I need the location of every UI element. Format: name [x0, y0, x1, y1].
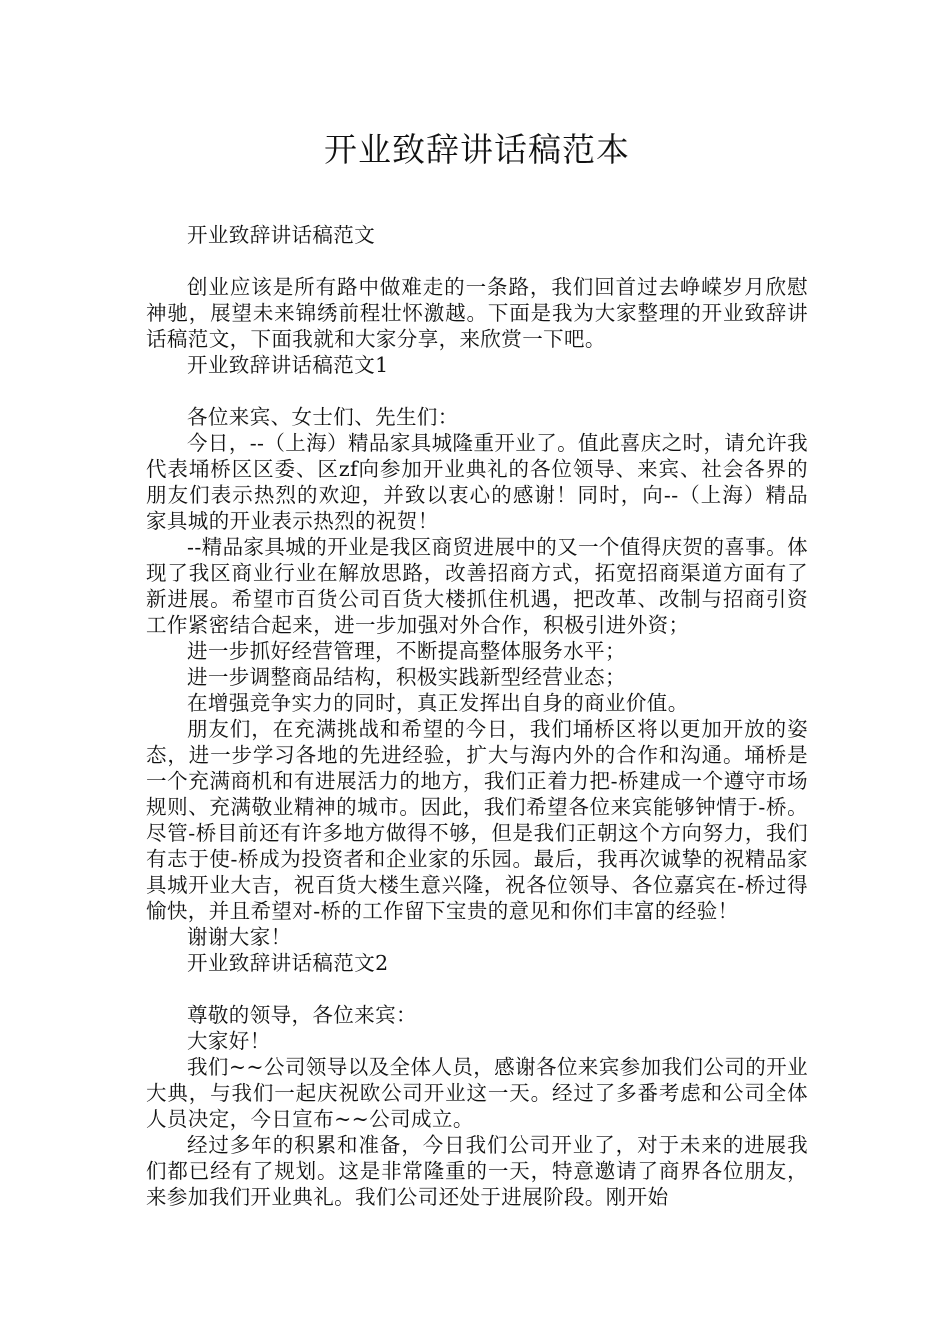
intro-paragraph: 创业应该是所有路中做难走的一条路，我们回首过去峥嵘岁月欣慰神驰，展望未来锦绣前程壮怀激越。下面是我为大家整理的开业致辞讲话稿范文，下面我就和大家分享，来欣赏一下吧。: [146, 275, 808, 351]
body-paragraph: 进一步调整商品结构，积极实践新型经营业态；: [187, 665, 626, 689]
salutation-2: 尊敬的领导，各位来宾：: [187, 1003, 417, 1027]
subtitle-paragraph: 开业致辞讲话稿范文: [187, 223, 376, 247]
document-body: [146, 222, 808, 1210]
section-heading-2: 开业致辞讲话稿范文2: [187, 951, 389, 975]
blank-line: [146, 248, 808, 274]
body-paragraph: 我们~~公司领导以及全体人员，感谢各位来宾参加我们公司的开业大典，与我们一起庆祝欧公司开业这一天。经过了多番考虑和公司全体人员决定，今日宣布~~公司成立。: [146, 1055, 808, 1131]
body-paragraph: 进一步抓好经营管理，不断提高整体服务水平；: [187, 639, 626, 663]
closing-thanks: 谢谢大家！: [187, 925, 292, 949]
body-paragraph: 在增强竞争实力的同时，真正发挥出自身的商业价值。: [187, 691, 689, 715]
blank-line: [146, 976, 808, 1002]
body-paragraph: 经过多年的积累和准备，今日我们公司开业了，对于未来的进展我们都已经有了规划。这是非常隆重的一天，特意邀请了商界各位朋友，来参加我们开业典礼。我们公司还处于进展阶段。刚开始: [146, 1133, 808, 1209]
salutation-1: 各位来宾、女士们、先生们：: [187, 405, 459, 429]
body-paragraph: 今日，--（上海）精品家具城隆重开业了。值此喜庆之时，请允许我代表埇桥区区委、区zf向参加开业典礼的各位领导、来宾、社会各界的朋友们表示热烈的欢迎，并致以衷心的感谢！同时，向--（上海）精品家具城的开业表示热烈的祝贺！: [146, 431, 808, 533]
document-title: 开业致辞讲话稿范本: [324, 130, 630, 169]
greeting: 大家好！: [187, 1029, 271, 1053]
body-paragraph: 朋友们，在充满挑战和希望的今日，我们埇桥区将以更加开放的姿态，进一步学习各地的先进经验，扩大与海内外的合作和沟通。埇桥是一个充满商机和有进展活力的地方，我们正着力把-桥建成一个遵守市场规则、充满敬业精神的城市。因此，我们希望各位来宾能够钟情于-桥。尽管-桥目前还有许多地方做得不够，但是我们正朝这个方向努力，我们有志于使-桥成为投资者和企业家的乐园。最后，我再次诚挚的祝精品家具城开业大吉，祝百货大楼生意兴隆，祝各位领导、各位嘉宾在-桥过得愉快，并且希望对-桥的工作留下宝贵的意见和你们丰富的经验！: [146, 717, 808, 923]
section-heading-1: 开业致辞讲话稿范文1: [187, 353, 389, 377]
body-paragraph: --精品家具城的开业是我区商贸进展中的又一个值得庆贺的喜事。体现了我区商业行业在解放思路，改善招商方式，拓宽招商渠道方面有了新进展。希望市百货公司百货大楼抓住机遇，把改革、改制与招商引资工作紧密结合起来，进一步加强对外合作，积极引进外资；: [146, 535, 808, 637]
blank-line: [146, 378, 808, 404]
